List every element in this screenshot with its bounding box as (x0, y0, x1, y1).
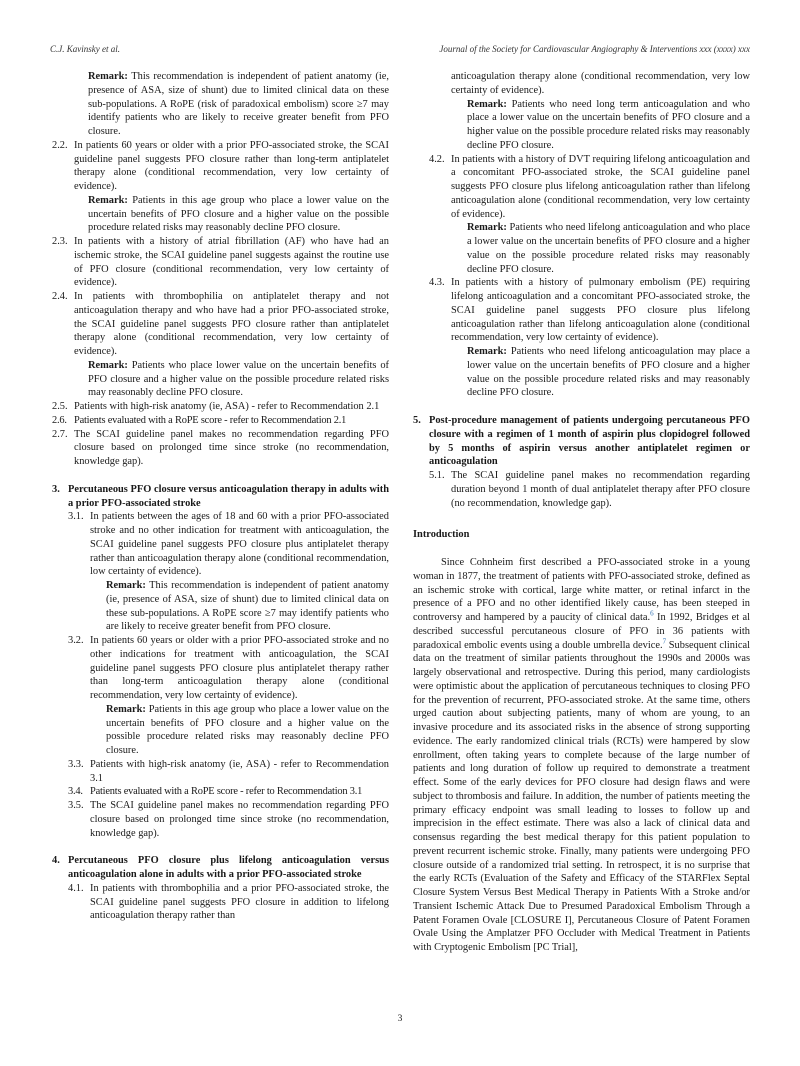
recommendation-4-2: 4.2. In patients with a history of DVT requiring lifelong anticoagulation and a concomitant PFO-associated stroke, the SCAI guideline panel suggests PFO closure plus lifelong anticoagulation rather than lifelong anticoagulation alone (conditional recommendation, very low certainty of evidence). (429, 153, 750, 220)
recommendation-2-5: 2.5. Patients with high-risk anatomy (ie, ASA) - refer to Recommendation 2.1 (52, 401, 380, 412)
recommendation-4-1: 4.1. In patients with thrombophilia and a prior PFO-associated stroke, the SCAI guideline panel suggests PFO closure in addition to lifelong anticoagulation therapy rather than (68, 882, 389, 922)
citation-7[interactable]: 7 (662, 637, 667, 646)
introduction-heading: Introduction (413, 529, 470, 541)
section-4-continued (413, 70, 750, 400)
running-header-authors: C.J. Kavinsky et al. (50, 44, 120, 54)
section-5-items (413, 469, 750, 510)
remark-2-2: Remark: Patients in this age group who place a lower value on the uncertain benefits of PFO closure and a higher value on the possible procedure related risks may reasonably decline PFO closure. (88, 194, 389, 234)
section-3-heading: 3. Percutaneous PFO closure versus anticoagulation therapy in adults with a prior PFO-associated stroke (52, 483, 389, 509)
recommendation-3-3: 3.3. Patients with high-risk anatomy (ie, ASA) - refer to Recommendation 3.1 (68, 758, 389, 784)
recommendation-3-2: 3.2. In patients 60 years or older with a prior PFO-associated stroke and no other indications for treatment with anticoagulation, the SCAI guideline panel suggests PFO closure plus antiplatelet therapy rather than long-term anticoagulation therapy alone (conditional recommendation, very low certainty of evidence). (68, 635, 389, 701)
recommendation-2-3: 2.3. In patients with a history of atrial fibrillation (AF) who have had an ischemic stroke, the SCAI guideline panel suggests against the routine use of PFO closure (conditional recommendation, very low certainty of evidence). (52, 236, 389, 289)
running-header-journal: Journal of the Society for Cardiovascular Angiography & Interventions xxx (xxxx) xxx (439, 44, 750, 54)
recommendation-2-6: 2.6. Patients evaluated with a RoPE score - refer to Recommendation 2.1 (52, 414, 347, 426)
recommendation-3-4: 3.4. Patients evaluated with a RoPE score - refer to Recommendation 3.1 (68, 786, 363, 798)
remark-2-4: Remark: Patients who place lower value on the uncertain benefits of PFO closure and a higher value on the possible procedure related risks may reasonably decline PFO closure. (88, 359, 389, 399)
recommendation-3-1: 3.1. In patients between the ages of 18 and 60 with a prior PFO-associated stroke and no other indication for treatment with anticoagulation, the SCAI guideline panel suggests PFO closure plus antiplatelet therapy rather than anticoagulation therapy alone (conditional recommendation, low certainty of evidence). (68, 511, 389, 578)
section-3-items (52, 510, 389, 840)
recommendation-2-7: 2.7. The SCAI guideline panel makes no recommendation regarding PFO closure based on prolonged time since stroke (no recommendation, knowledge gap). (52, 428, 389, 467)
section-4-items (52, 882, 389, 923)
left-column (52, 70, 389, 923)
remark-4-2: Remark: Patients who need lifelong anticoagulation and who place a lower value on the uncertain benefits of PFO closure and a higher value on the possible procedure related risks may reasonably decline PFO closure. (467, 222, 750, 275)
recommendation-3-5: 3.5. The SCAI guideline panel makes no recommendation regarding PFO closure based on prolonged time since stroke (no recommendation, knowledge gap). (68, 800, 389, 839)
recommendation-5-1: 5.1. The SCAI guideline panel makes no recommendation regarding duration beyond 1 month of dual antiplatelet therapy after PFO closure (no recommendation, knowledge gap). (429, 470, 750, 509)
section-4-heading: 4. Percutaneous PFO closure plus lifelong anticoagulation versus anticoagulation alone in adults with a prior PFO-associated stroke (52, 855, 389, 880)
recommendation-2-2: 2.2. In patients 60 years or older with a prior PFO-associated stroke, the SCAI guideline panel suggests PFO closure rather than long-term antiplatelet therapy alone (conditional recommendation, very low certainty of evidence). (52, 139, 389, 192)
citation-6[interactable]: 6 (650, 609, 654, 618)
recommendation-2-4: 2.4. In patients with thrombophilia on antiplatelet therapy and not anticoagulation therapy and who have had a prior PFO-associated stroke, the SCAI guideline panel suggests PFO closure rather than antiplatelet therapy alone (conditional recommendation, very low certainty of evidence). (52, 291, 389, 357)
remark-3-2: Remark: Patients in this age group who place a lower value on the uncertain benefits of PFO closure and a higher value on the possible procedure related risks may reasonably decline PFO closure. (106, 703, 389, 756)
remark-4-3: Remark: Patients who need lifelong anticoagulation may place a lower value on the uncertain benefits of PFO closure and a higher value on the possible procedure related risks and may reasonably decline PFO closure. (467, 346, 750, 399)
remark-4-1: Remark: Patients who need long term anticoagulation and who place a lower value on the uncertain benefits of PFO closure and a higher value on the possible procedure related risks may reasonably decline PFO closure. (467, 98, 750, 151)
recommendation-4-3: 4.3. In patients with a history of pulmonary embolism (PE) requiring lifelong anticoagulation and a concomitant PFO-associated stroke, the SCAI guideline panel suggests PFO closure plus lifelong anticoagulation rather than lifelong anticoagulation alone (conditional recommendation, very low certainty of evidence). (429, 277, 750, 344)
remark-2-1: Remark: This recommendation is independent of patient anatomy (ie, presence of ASA, size of shunt) due to limited clinical data on these sub-populations. A RoPE (risk of paradoxical embolism) score ≥7 may identify patients who are likely to receive greater benefit from PFO closure. (88, 71, 389, 137)
section-5-heading: 5. Post-procedure management of patients undergoing percutaneous PFO closure with a regimen of 1 month of aspirin plus clopidogrel followed by 5 months of aspirin versus another antiplatelet regimen or anticoagulation (413, 415, 750, 468)
introduction-paragraph: Since Cohnheim first described a PFO-associated stroke in a young woman in 1877, the treatment of patients with PFO-associated stroke, defined as an ischemic stroke with cortical, large white matter, or retinal infarct in the presence of a PFO and no other identified likely cause, has been steeped in controversy and hampered by a paucity of clinical data.$^6$ In 1992, Bridges et al described successful percutaneous closure of PFO in 36 patients with paradoxical embolic events using a double umbrella device.$^7$ Subsequent clinical data on the treatment of similar patients throughout the 1990s and 2000s was largely observational and retrospective. During this period, many cardiologists were optimistic about the application of percutaneous techniques to closing PFO for the prevention of recurrent, PFO-associated stroke. At the same time, others urged caution about subjecting patients, many of whom are young, to an invasive procedure and its associated risks in the absence of strong supporting evidence. The early randomized clinical trials (RCTs) were hampered by slow enrollment, often taking years to complete because of the large number of patients and long duration of follow up required to demonstrate a treatment effect. Some of the early devices for PFO closure had design flaws and were subject to thrombosis and failure. In addition, the number of patients meeting the primary efficacy endpoint was small leading to losses to follow up and imprecision in the effect estimate. There was also a lack of clinical data and consensus regarding the best medical therapy for this patient population to prevent recurrent ischemic stroke. Finally, many patients were undergoing PFO closure outside of a randomized trial setting. In retrospect, it is no surprise that the early RCTs (Evaluation of the Safety and Efficacy of the STARFlex Septal Closure System Versus Best Medical Therapy in Patients With a Stroke and/or Transient Ischemic Attack Due to Presumed Paradoxical Embolism Through a Patent Foramen Ovale [CLOSURE I], Percutaneous Closure of Patent Foramen Ovale Using the Amplatzer PFO Occluder with Medical Treatment in Patients with Cryptogenic Embolism [PC Trial], (413, 557, 750, 953)
right-column (413, 70, 750, 955)
page-number: 3 (397, 1014, 403, 1024)
recommendation-4-1-continued: anticoagulation therapy alone (conditional recommendation, very low certainty of evidence). (451, 71, 750, 96)
remark-3-1: Remark: This recommendation is independent of patient anatomy (ie, presence of ASA, size of shunt) due to limited clinical data on these sub-populations. A RoPE score ≥7 may identify patients who are likely to receive greater benefit from PFO closure. (106, 580, 389, 633)
